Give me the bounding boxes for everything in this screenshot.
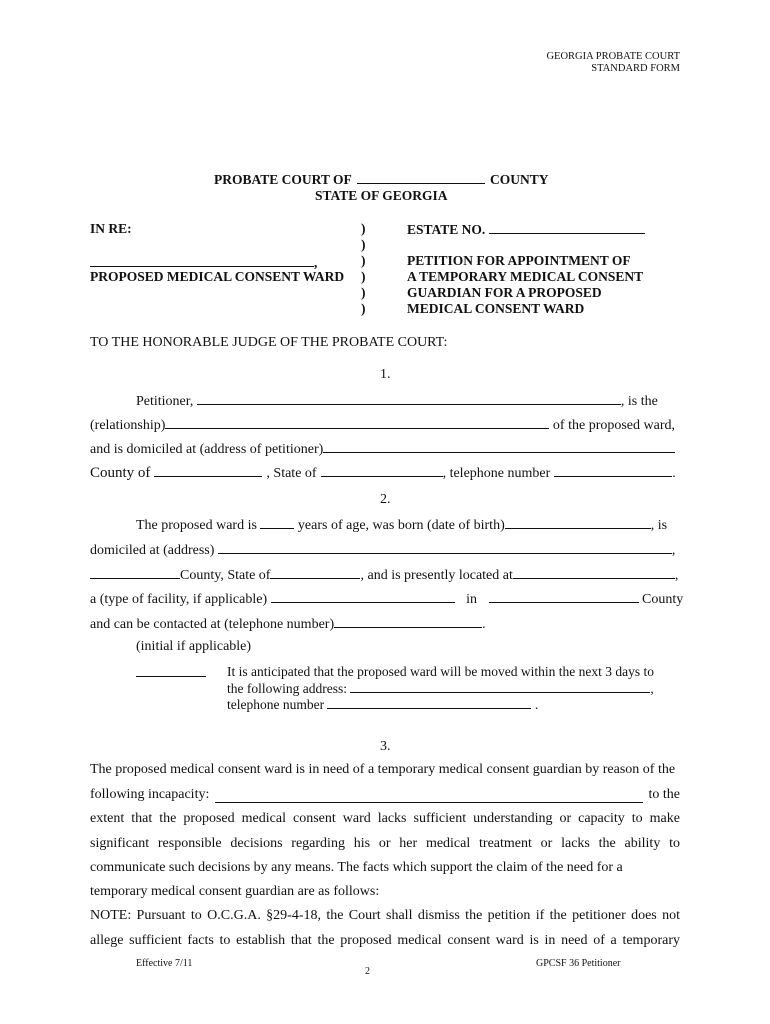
facility-label: a (type of facility, if applicable) xyxy=(90,592,268,607)
petitioner-county-line xyxy=(90,464,676,482)
moved-line-2 xyxy=(227,680,654,697)
county-label: County xyxy=(642,592,684,607)
located-at-label: , and is presently located at xyxy=(360,568,513,583)
footer-form-id: GPCSF 36 Petitioner xyxy=(536,958,621,969)
incapacity-field[interactable] xyxy=(215,790,642,803)
in-re-label: IN RE: xyxy=(90,221,132,236)
petition-title-2: A TEMPORARY MEDICAL CONSENT xyxy=(407,269,644,284)
petition-title-3: GUARDIAN FOR A PROPOSED xyxy=(407,285,602,300)
court-title xyxy=(214,171,549,188)
paren: ) xyxy=(361,301,366,316)
period: . xyxy=(534,697,539,712)
petitioner-label: Petitioner, xyxy=(136,394,194,409)
initial-field[interactable] xyxy=(136,664,206,677)
incapacity-label: following incapacity: xyxy=(90,787,210,802)
ward-name-field[interactable] xyxy=(90,254,314,267)
court-suffix: COUNTY xyxy=(490,172,549,187)
note-line-1: NOTE: Pursuant to O.C.G.A. §29-4-18, the Court shall dismiss the petition if the petitioner does not xyxy=(90,908,680,923)
moved-phone-label: telephone number xyxy=(227,697,325,712)
ward-county-line xyxy=(90,566,678,584)
paren: ) xyxy=(361,269,366,284)
comma: , xyxy=(674,568,679,583)
initial-label: (initial if applicable) xyxy=(136,639,252,654)
relationship-line xyxy=(90,416,675,434)
paren: ) xyxy=(361,221,366,236)
header-line-2: STANDARD FORM xyxy=(591,63,680,74)
petitioner-address-label: and is domiciled at (address of petitioner) xyxy=(90,442,324,457)
ward-address-line xyxy=(90,541,675,559)
communicate-line: communicate such decisions by any means. The facts which support the claim of the need for a xyxy=(90,860,623,875)
to-the-text: to the xyxy=(648,787,680,802)
ward-telephone-field[interactable] xyxy=(334,615,482,628)
ward-label: PROPOSED MEDICAL CONSENT WARD xyxy=(90,269,345,284)
contact-label: and can be contacted at (telephone number) xyxy=(90,617,335,632)
years-label: years of age, was born (date of birth) xyxy=(297,518,505,533)
ward-county-field[interactable] xyxy=(90,566,180,579)
petition-title-1: PETITION FOR APPOINTMENT OF xyxy=(407,253,631,268)
is-text: , is xyxy=(650,518,668,533)
salutation: TO THE HONORABLE JUDGE OF THE PROBATE COURT: xyxy=(90,335,448,350)
header-line-1: GEORGIA PROBATE COURT xyxy=(546,51,680,62)
ward-address-field[interactable] xyxy=(218,541,672,554)
petitioner-address-field[interactable] xyxy=(323,440,675,453)
moved-phone-line xyxy=(227,696,538,713)
ward-age-line xyxy=(136,516,667,534)
estate-no xyxy=(407,221,645,238)
facts-line: temporary medical consent guardian are as follows: xyxy=(90,884,380,899)
footer-effective: Effective 7/11 xyxy=(136,958,193,969)
petitioner-county-field[interactable] xyxy=(154,464,262,477)
ward-dob-field[interactable] xyxy=(505,516,651,529)
paren: ) xyxy=(361,237,366,252)
ward-location-field[interactable] xyxy=(513,566,675,579)
petitioner-address-line xyxy=(90,440,675,458)
petitioner-telephone-field[interactable] xyxy=(554,464,672,477)
facility-line xyxy=(90,590,683,608)
state-of-label: , State of xyxy=(266,466,317,481)
moved-address-field[interactable] xyxy=(350,680,650,693)
comma: , xyxy=(671,543,676,558)
relationship-label: (relationship) xyxy=(90,418,166,433)
ward-state-field[interactable] xyxy=(270,566,360,579)
county-state-label: County, State of xyxy=(180,568,271,583)
period: . xyxy=(482,617,486,632)
state-title: STATE OF GEORGIA xyxy=(315,188,448,203)
ward-address-label: domiciled at (address) xyxy=(90,543,215,558)
decisions-line: significant responsible decisions regarding his or her medical treatment or lacks the ability to xyxy=(90,836,680,851)
need-line: The proposed medical consent ward is in need of a temporary medical consent guardian by reason of the xyxy=(90,762,676,777)
paren: ) xyxy=(361,253,366,268)
note-line-2: allege sufficient facts to establish that the proposed medical consent ward is in need of a temporary xyxy=(90,933,680,948)
section-2-number: 2. xyxy=(380,492,391,507)
facility-county-field[interactable] xyxy=(489,590,639,603)
estate-no-field[interactable] xyxy=(489,221,645,234)
section-1-number: 1. xyxy=(380,367,391,382)
telephone-label: , telephone number xyxy=(442,466,551,481)
moved-line-1: It is anticipated that the proposed ward will be moved within the next 3 days to xyxy=(227,664,655,679)
is-the-text: , is the xyxy=(620,394,658,409)
extent-line: extent that the proposed medical consent ward lacks sufficient understanding or capacity to make xyxy=(90,811,680,826)
petitioner-state-field[interactable] xyxy=(321,464,443,477)
county-of-label: County of xyxy=(90,465,151,481)
ward-is-label: The proposed ward is xyxy=(136,518,257,533)
paren: ) xyxy=(361,285,366,300)
incapacity-line xyxy=(90,787,680,803)
petitioner-field[interactable] xyxy=(197,392,621,405)
footer-page-number: 2 xyxy=(365,966,370,977)
in-label: in xyxy=(466,592,478,607)
section-3-number: 3. xyxy=(380,739,391,754)
relationship-field[interactable] xyxy=(165,416,549,429)
estate-no-label: ESTATE NO. xyxy=(407,222,486,237)
moved-address-label: the following address: xyxy=(227,681,347,696)
moved-phone-field[interactable] xyxy=(327,696,531,709)
petitioner-line xyxy=(136,392,658,410)
facility-field[interactable] xyxy=(271,590,455,603)
ward-name-comma: , xyxy=(314,255,318,270)
of-ward-text: of the proposed ward, xyxy=(552,418,675,433)
contact-line xyxy=(90,615,486,633)
period: . xyxy=(672,466,676,481)
court-prefix: PROBATE COURT OF xyxy=(214,172,352,187)
ward-age-field[interactable] xyxy=(260,516,294,529)
county-name-field[interactable] xyxy=(357,171,485,184)
petition-title-4: MEDICAL CONSENT WARD xyxy=(407,301,585,316)
initial-field-wrap xyxy=(136,664,206,682)
comma: , xyxy=(650,681,654,696)
